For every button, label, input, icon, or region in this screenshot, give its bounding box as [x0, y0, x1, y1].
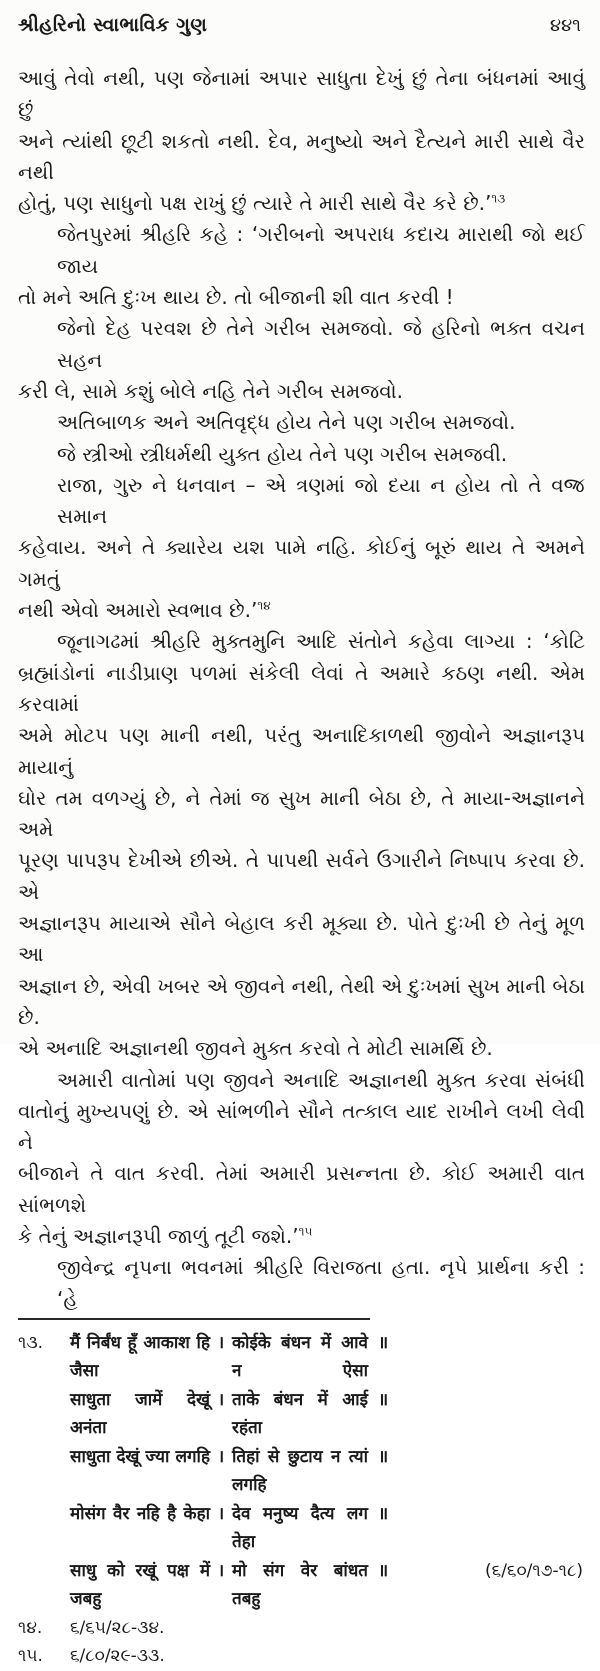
body-line: કરી લે, સામે કશું બોલે નહિ તેને ગરીબ સમજવો. — [18, 378, 404, 403]
verse-line — [70, 1500, 585, 1557]
body-line: અને ત્યાંથી છૂટી શકતો નથી. દેવ, મનુષ્યો અને દૈત્યને મારી સાથે વૈર નથી — [18, 128, 585, 184]
body-line: આવું તેવો નથી, પણ જેનામાં અપાર સાધુતા દેખું છું તેના બંધનમાં આવું છું — [18, 66, 585, 122]
paragraph — [18, 439, 585, 470]
body-line: વાતોનું મુખ્યપણું છે. એ સાંભળીને સૌને તત્કાલ યાદ રાખીને લખી લેવી ને — [18, 1098, 585, 1155]
double-danda: ॥ — [378, 1332, 389, 1353]
body-line: જે સ્ત્રીઓ સ્ત્રીધર્મથી યુક્ત હોય તેને પણ ગરીબ સમજવી. — [57, 441, 508, 466]
verse-left-half: साधुता जामें देखूं अनंता — [70, 1389, 210, 1439]
danda-separator: । — [217, 1560, 225, 1581]
danda-separator: । — [217, 1332, 225, 1353]
scripture-reference: (૬/૬૦/૧૭-૧૮) — [485, 1560, 583, 1581]
verse-right-half: कोईके बंधन में आवे न ऐसा — [232, 1332, 368, 1382]
body-line: જેતપુરમાં શ્રીહરિ કહે : ‘ગરીબનો અપરાધ કદાચ મારાથી જો થઈ જાય — [57, 222, 585, 278]
verse-line — [70, 1557, 585, 1614]
page-number: ૪૪૧ — [549, 15, 581, 36]
footnotes-section — [18, 1329, 585, 1671]
double-danda: ॥ — [378, 1389, 389, 1410]
body-line: બ્રહ્માંડોનાં નાડીપ્રાણ પળમાં સંકેલી લેવાં તે અમારે કઠણ નથી. એમ કરવામાં — [18, 660, 585, 716]
footnote-reference: ૧૩ — [491, 191, 506, 206]
paragraph — [18, 313, 585, 407]
paragraph — [18, 626, 585, 1064]
body-line: રાજા, ગુરુ ને ધનવાન – એ ત્રણમાં જો દયા ન હોય તો તે વજ્ર સમાન — [57, 472, 585, 529]
danda-separator: । — [217, 1389, 225, 1410]
footnote-marker: ૧૩. — [18, 1332, 44, 1353]
verse-right-half: ताके बंधन में आई रहंता — [232, 1389, 368, 1439]
double-danda: ॥ — [378, 1446, 389, 1467]
body-line-text: હોતું, પણ સાધુનો પક્ષ રાખું છું ત્યારે તે મારી સાથે વૈર કરે છે.’ — [18, 191, 492, 216]
double-danda: ॥ — [378, 1560, 389, 1581]
footnote-text: ૬/૬૫/૨૮-૩૪. — [70, 1617, 165, 1638]
body-line: એ અનાદિ અજ્ઞાનથી જીવને મુક્ત કરવો તે મોટી સામર્થિ છે. — [18, 1036, 493, 1061]
footnote-reference: ૧૪ — [257, 598, 271, 613]
running-head-title: શ્રીહરિનો સ્વાભાવિક ગુણ — [18, 14, 208, 36]
footnote-verse-block — [70, 1329, 585, 1614]
verse-left-half: साधुता देखूं ज्या लगहि — [70, 1446, 210, 1467]
footnote-text: ૬/૮૦/૨૯-૩૩. — [70, 1646, 165, 1667]
body-line: પૂરણ પાપરૂપ દેખીએ છીએ. તે પાપથી સર્વને ઉગારીને નિષ્પાપ કરવા છે. એ — [18, 848, 585, 904]
body-line: અજ્ઞાનરૂપ માયાએ સૌને બેહાલ કરી મૂક્યા છે. પોતે દુઃખી છે તેનું મૂળ આ — [18, 911, 585, 967]
body-line: અમારી વાતોમાં પણ જીવને અનાદિ અજ્ઞાનથી મુક્ત કરવા સંબંધી — [57, 1067, 585, 1092]
verse-line — [70, 1386, 585, 1443]
verse-right-half: मो संग वेर बांधत तबहु — [232, 1560, 368, 1610]
body-line: કહેવાય. અને તે ક્યારેય યશ પામે નહિ. કોઈનું બૂરું થાય તે અમને ગમતું — [18, 535, 585, 591]
verse-line — [70, 1329, 585, 1386]
body-line: જેનો દેહ પરવશ છે તેને ગરીબ સમજવો. જે હરિનો ભક્ત વચન સહન — [57, 316, 585, 372]
verse-left-half: मोसंग वैर नहि है केहा — [70, 1503, 210, 1524]
verse-right-half: तिहां से छुटाय न त्यां लगहि — [232, 1446, 368, 1496]
body-line: અતિબાળક અને અતિવૃદ્ધ હોય તેને પણ ગરીબ સમજવો. — [57, 410, 516, 435]
body-line: જીવેન્દ્ર નૃપના ભવનમાં શ્રીહરિ વિરાજતા હતા. નૃપે પ્રાર્થના કરી : ‘હે — [57, 1255, 585, 1311]
footnote-divider — [18, 1318, 370, 1320]
paragraph — [18, 63, 585, 219]
paragraph — [18, 470, 585, 626]
body-line: બીજાને તે વાત કરવી. તેમાં અમારી પ્રસન્નતા છે. કોઈ અમારી વાત સાંભળશે — [18, 1161, 585, 1217]
verse-line — [70, 1443, 585, 1500]
paragraph — [18, 219, 585, 313]
page-header — [18, 14, 585, 36]
footnote-marker: ૧૫. — [18, 1646, 43, 1667]
double-danda: ॥ — [378, 1503, 389, 1524]
verse-right-half: देव मनुष्य दैत्य लग तेहा — [232, 1503, 368, 1553]
footnote-item — [18, 1642, 585, 1671]
paragraph — [18, 1065, 585, 1253]
body-line: અજ્ઞાન છે, એવી ખબર એ જીવને નથી, તેથી એ દુઃખમાં સુખ માની બેઠા છે. — [18, 973, 585, 1029]
body-line — [18, 595, 585, 626]
body-line-text: નથી એવો અમારો સ્વભાવ છે.’ — [18, 598, 258, 623]
body-line: અમે મોટપ પણ માની નથી, પરંતુ અનાદિકાળથી જીવોને અજ્ઞાનરૂપ માયાનું — [18, 723, 585, 779]
body-line: તો મને અતિ દુઃખ થાય છે. તો બીજાની શી વાત કરવી ! — [18, 285, 454, 310]
body-line: જૂનાગઢમાં શ્રીહરિ મુક્તમુનિ આદિ સંતોને કહેવા લાગ્યા : ‘કોટિ — [57, 629, 585, 654]
danda-separator: । — [217, 1503, 225, 1524]
body-text — [18, 63, 585, 1315]
paragraph — [18, 407, 585, 438]
body-line-text: કે તેનું અજ્ઞાનરૂપી જાળું તૂટી જશે.’ — [18, 1223, 299, 1248]
footnote-marker: ૧૪. — [18, 1617, 43, 1638]
footnote-item — [18, 1329, 585, 1614]
body-line — [18, 1221, 585, 1252]
footnote-reference: ૧૫ — [298, 1224, 313, 1239]
verse-left-half: साधु को रखूं पक्ष में जबहु — [70, 1560, 210, 1610]
body-line — [18, 188, 585, 219]
paragraph — [18, 1252, 585, 1315]
body-line: ઘોર તમ વળગ્યું છે, ને તેમાં જ સુખ માની બેઠા છે, તે માયા-અજ્ઞાનને અમે — [18, 785, 585, 842]
verse-left-half: मैं निर्बंध हूँ आकाश हि जैसा — [70, 1332, 210, 1382]
footnote-item — [18, 1614, 585, 1643]
danda-separator: । — [217, 1446, 225, 1467]
